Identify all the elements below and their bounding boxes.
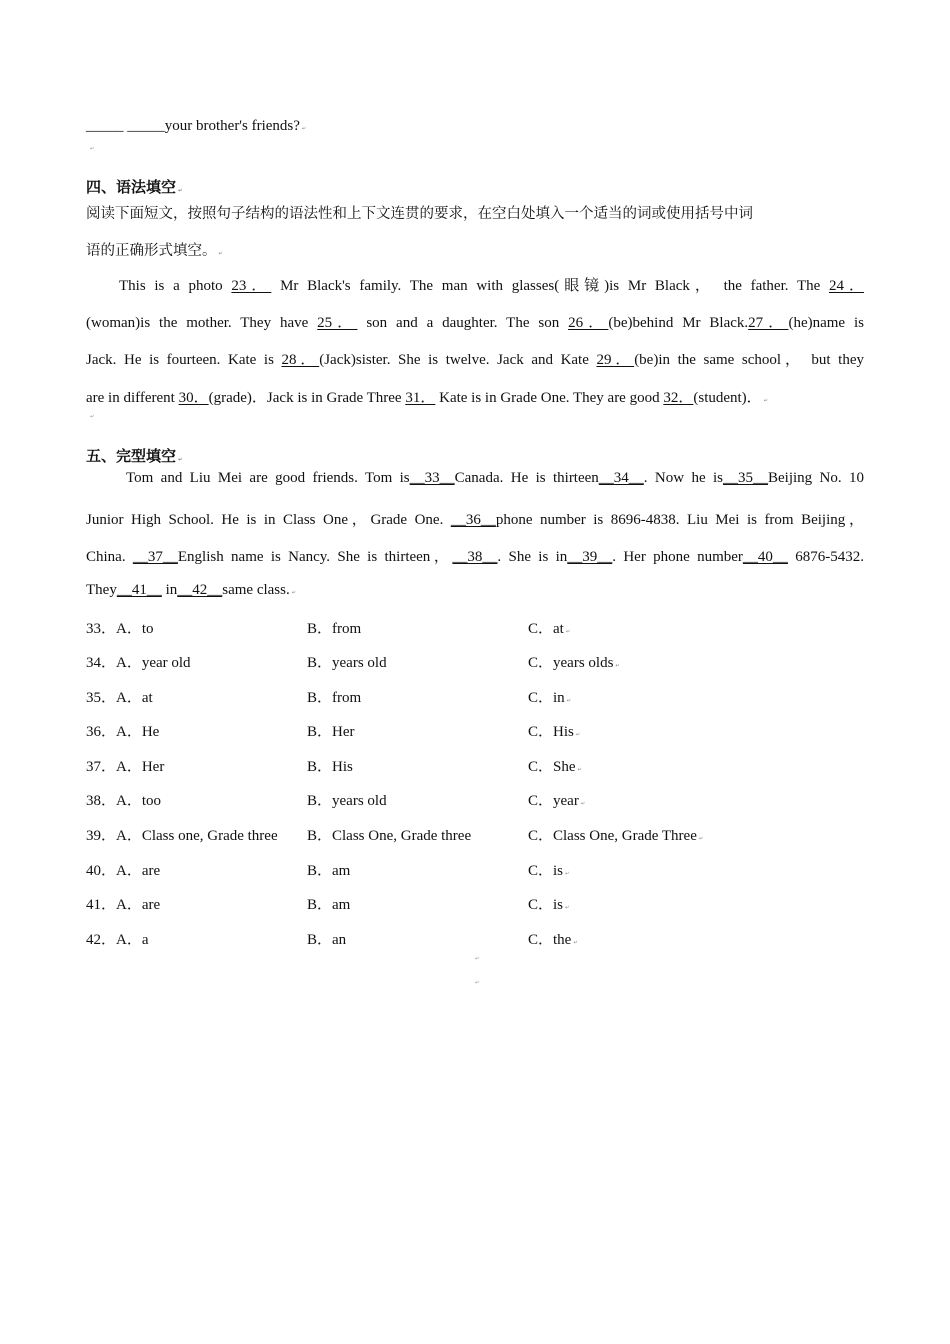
- answer-blank: __41__: [116, 582, 162, 598]
- paragraph-mark-icon: ↵: [218, 251, 223, 257]
- option-row: [86, 617, 864, 637]
- option-c: C．years olds ↵: [528, 655, 620, 671]
- answer-blank: 28．: [281, 352, 320, 368]
- paragraph-mark-icon: ↵: [178, 188, 183, 194]
- answer-blank: __33__: [409, 470, 455, 486]
- paragraph-mark-icon: ↵: [90, 414, 95, 420]
- option-row: [86, 755, 864, 775]
- option-row: [86, 859, 864, 879]
- paragraph-mark-icon: ↵: [475, 956, 480, 962]
- option-b: B．am: [307, 863, 351, 879]
- option-row: [86, 824, 864, 844]
- passage-line: They__41__ in__42__same class. ↵: [86, 582, 296, 598]
- option-row: [86, 720, 864, 740]
- answer-blank: 23．: [231, 278, 272, 294]
- paragraph-mark-icon: ↵: [565, 905, 570, 911]
- instruction-line: 阅读下面短文，按照句子结构的语法性和上下文连贯的要求，在空白处填入一个适当的词或使用括号中词: [86, 206, 753, 222]
- option-a: 36．A．He: [86, 724, 160, 740]
- passage-line: Tom and Liu Mei are good friends. Tom is__33__Canada. He is thirteen__34__. Now he is__35__Beijing No. 10: [126, 470, 864, 486]
- passage-line: Junior High School. He is in Class One，Grade One. __36__phone number is 8696-4838. Liu Mei is from Beijing，: [86, 512, 864, 528]
- passage-line: (woman)is the mother. They have 25． son and a daughter. The son 26．(be)behind Mr Black.27．(he)name is: [86, 315, 864, 331]
- paragraph-mark-icon: ↵: [577, 767, 582, 773]
- option-c: C．Class One, Grade Three ↵: [528, 828, 704, 844]
- option-row: [86, 686, 864, 706]
- answer-blank: __39__: [567, 549, 613, 565]
- question-text: your brother's friends?: [164, 118, 300, 134]
- option-b: B．years old: [307, 655, 387, 671]
- answer-blank: 29．: [596, 352, 635, 368]
- option-b: B．from: [307, 690, 362, 706]
- passage-line: China. __37__English name is Nancy. She is thirteen，__38__. She is in__39__. Her phone number__40__ 6876-5432.: [86, 549, 864, 565]
- option-row: [86, 893, 864, 913]
- passage-line: This is a photo 23． Mr Black's family. The man with glasses(眼镜)is Mr Black， the father. The 24．: [119, 278, 864, 294]
- option-b: B．years old: [307, 793, 387, 809]
- passage-line: are in different 30．(grade)．Jack is in Grade Three 31． Kate is in Grade One. They are good 32．(student)． ↵: [86, 390, 768, 406]
- answer-blank: 30．: [178, 390, 209, 406]
- answer-blank: 25．: [317, 315, 358, 331]
- option-c: C．in ↵: [528, 690, 571, 706]
- paragraph-mark-icon: ↵: [475, 980, 480, 986]
- paragraph-mark-icon: ↵: [580, 801, 586, 807]
- paragraph-mark-icon: ↵: [178, 457, 183, 463]
- paragraph-mark-icon: ↵: [573, 940, 578, 946]
- answer-blank: 32．: [663, 390, 694, 406]
- option-c: C．is ↵: [528, 897, 570, 913]
- option-row: [86, 789, 864, 809]
- option-b: B．am: [307, 897, 351, 913]
- option-a: 38．A．too: [86, 793, 162, 809]
- option-a: 39．A．Class one, Grade three: [86, 828, 278, 844]
- answer-blank: __37__: [132, 549, 178, 565]
- paragraph-mark-icon: ↵: [301, 126, 307, 132]
- option-a: 35．A．at: [86, 690, 153, 706]
- option-c: C．She ↵: [528, 759, 582, 775]
- answer-blank: __35__: [723, 470, 768, 486]
- answer-blank: 26．: [568, 315, 609, 331]
- paragraph-mark-icon: ↵: [575, 732, 581, 738]
- answer-blank: __34__: [598, 470, 644, 486]
- answer-blank: 24．: [829, 278, 864, 294]
- option-a: 33．A．to: [86, 621, 154, 637]
- answer-blank: 27．: [748, 315, 789, 331]
- option-b: B．His: [307, 759, 353, 775]
- answer-blank: __36__: [450, 512, 496, 528]
- instruction-line: 语的正确形式填空。 ↵: [86, 243, 223, 259]
- option-a: 37．A．Her: [86, 759, 165, 775]
- answer-blank: __42__: [177, 582, 223, 598]
- paragraph-mark-icon: ↵: [291, 590, 296, 596]
- paragraph-mark-icon: ↵: [565, 871, 570, 877]
- question-line: [86, 118, 864, 135]
- paragraph-mark-icon: ↵: [698, 836, 704, 842]
- paragraph-mark-icon: ↵: [763, 398, 768, 404]
- section-title: 五、完型填空 ↵: [86, 447, 183, 465]
- option-b: B．Class One, Grade three: [307, 828, 472, 844]
- option-a: 40．A．are: [86, 863, 161, 879]
- option-b: B．Her: [307, 724, 355, 740]
- answer-blank: 31．: [405, 390, 436, 406]
- paragraph-mark-icon: ↵: [566, 698, 571, 704]
- option-b: B．from: [307, 621, 362, 637]
- option-c: C．is ↵: [528, 863, 570, 879]
- option-row: [86, 928, 864, 948]
- option-a: 41．A．are: [86, 897, 161, 913]
- option-c: C．at ↵: [528, 621, 571, 637]
- paragraph-mark-icon: ↵: [615, 663, 620, 669]
- paragraph-mark-icon: ↵: [90, 146, 95, 152]
- option-b: B．an: [307, 932, 347, 948]
- answer-blank: _____: [127, 118, 165, 134]
- paragraph-mark-icon: ↵: [565, 629, 571, 635]
- passage-line: Jack. He is fourteen. Kate is 28．(Jack)sister. She is twelve. Jack and Kate 29．(be)in the same school， but they: [86, 352, 864, 368]
- option-row: [86, 651, 864, 671]
- option-c: C．year ↵: [528, 793, 586, 809]
- option-a: 34．A．year old: [86, 655, 191, 671]
- answer-blank: _____: [86, 118, 124, 134]
- option-a: 42．A．a: [86, 932, 149, 948]
- answer-blank: __38__: [452, 549, 498, 565]
- section-title: 四、语法填空 ↵: [86, 178, 183, 196]
- answer-blank: __40__: [742, 549, 788, 565]
- option-c: C．His ↵: [528, 724, 581, 740]
- option-c: C．the ↵: [528, 932, 578, 948]
